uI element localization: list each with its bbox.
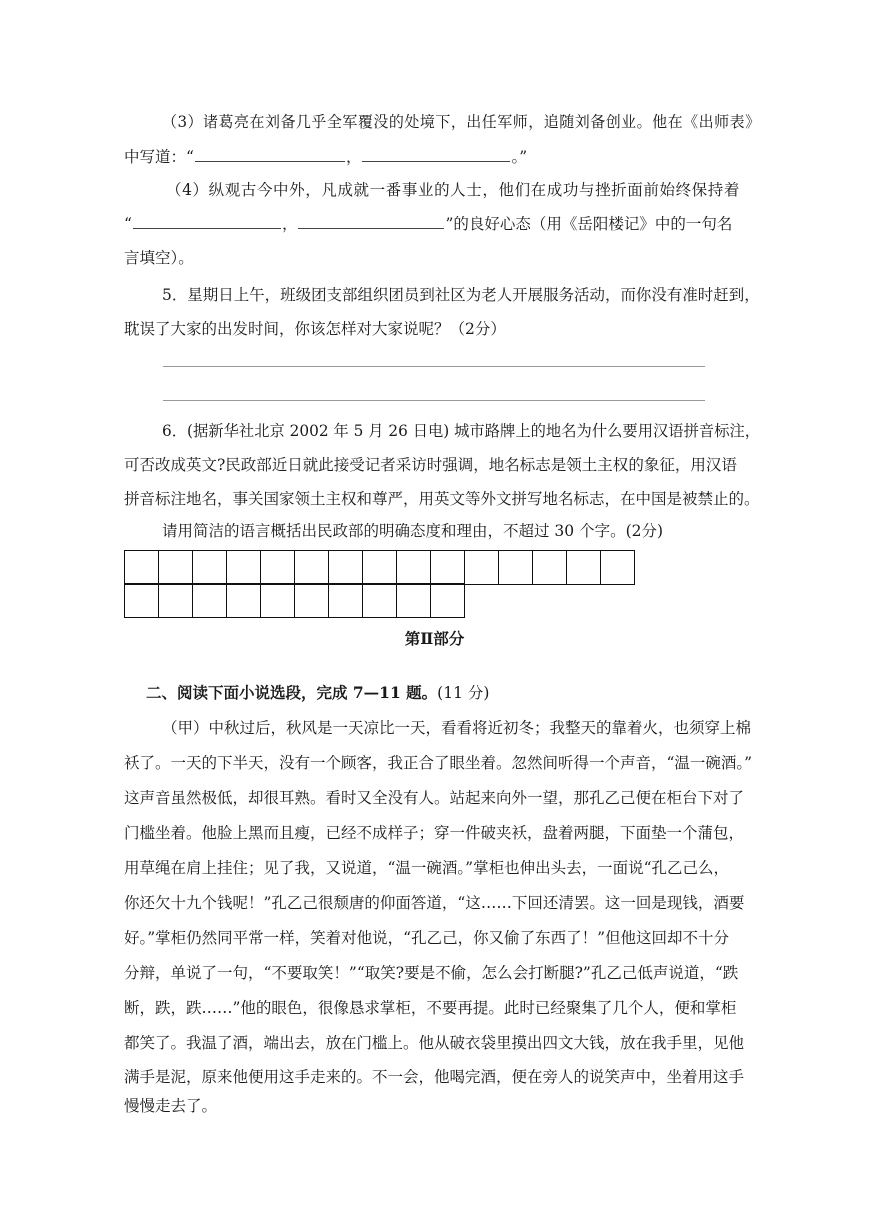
q4-line3: 言填空）。: [124, 249, 194, 267]
passage-line: 用草绳在肩上挂住；见了我，又说道，“温一碗酒。”掌柜也伸出头去，一面说“孔乙己么，: [124, 859, 730, 877]
q4-blank-1[interactable]: [133, 214, 281, 229]
grid-cell[interactable]: [329, 584, 363, 618]
q3-line2-end: 。”: [511, 148, 528, 166]
grid-cell[interactable]: [227, 584, 261, 618]
q5-line2: 耽误了大家的出发时间，你该怎样对大家说呢？（2分）: [124, 320, 506, 338]
passage-line: 分辩，单说了一句，“不要取笑！”“取笑?要是不偷，怎么会打断腿?”孔乙己低声说道，“跌: [124, 964, 739, 982]
grid-cell[interactable]: [329, 551, 363, 585]
passage-line: 都笑了。我温了酒，端出去，放在门槛上。他从破衣袋里摸出四文大钱，放在我手里，见他: [124, 1034, 745, 1052]
section-heading-score: (11 分): [437, 684, 490, 702]
grid-cell[interactable]: [295, 551, 329, 585]
q6-line4: 请用简洁的语言概括出民政部的明确态度和理由，不超过 30 个字。(2分): [162, 522, 664, 540]
part-title: 第Ⅱ部分: [404, 629, 465, 648]
grid-cell[interactable]: [431, 551, 465, 585]
grid-cell[interactable]: [125, 584, 159, 618]
grid-cell[interactable]: [533, 551, 567, 585]
grid-cell[interactable]: [261, 551, 295, 585]
grid-cell[interactable]: [159, 584, 193, 618]
grid-cell[interactable]: [363, 584, 397, 618]
passage-line: 慢慢走去了。: [124, 1097, 218, 1115]
passage-line: 断，跌，跌……”他的眼色，很像恳求掌柜，不要再提。此时已经聚集了几个人，便和掌柜: [124, 999, 737, 1017]
grid-cell[interactable]: [499, 551, 533, 585]
passage-line: 你还欠十九个钱呢！”孔乙己很颓唐的仰面答道，“这……下回还清罢。这一回是现钱，酒要: [124, 894, 745, 912]
section-heading: [146, 683, 489, 703]
grid-cell[interactable]: [125, 551, 159, 585]
q3-comma: ，: [345, 148, 362, 166]
answer-line-2[interactable]: [163, 400, 705, 401]
passage-line: 满手是泥，原来他便用这手走来的。不一会，他喝完酒，便在旁人的说笑声中，坐着用这手: [124, 1068, 745, 1086]
q5-line1: 5．星期日上午，班级团支部组织团员到社区为老人开展服务活动，而你没有准时赶到，: [162, 286, 760, 304]
grid-cell[interactable]: [159, 551, 193, 585]
section-heading-text: 二、阅读下面小说选段，完成 7—11 题。: [146, 683, 438, 702]
q4-line1: （4）纵观古今中外，凡成就一番事业的人士，他们在成功与挫折面前始终保持着: [166, 181, 740, 199]
q4-line2-end: ”的良好心态（用《岳阳楼记》中的一句名: [445, 215, 733, 233]
grid-cell[interactable]: [431, 584, 465, 618]
q6-line2: 可否改成英文?民政部近日就此接受记者采访时强调，地名标志是领土主权的象征，用汉语: [124, 456, 737, 474]
passage-line: 袄了。一天的下半天，没有一个顾客，我正合了眼坐着。忽然间听得一个声音，“温一碗酒。”: [124, 754, 753, 772]
grid-cell[interactable]: [397, 584, 431, 618]
answer-line-1[interactable]: [163, 366, 705, 367]
q3-line2: [124, 147, 527, 167]
grid-cell[interactable]: [397, 551, 431, 585]
grid-cell[interactable]: [295, 584, 329, 618]
q3-line1: （3）诸葛亮在刘备几乎全军覆没的处境下，出任军师，追随刘备创业。他在《出师表》: [162, 113, 761, 131]
grid-cell[interactable]: [227, 551, 261, 585]
grid-cell[interactable]: [261, 584, 295, 618]
grid-cell[interactable]: [601, 551, 635, 585]
grid-row-2: [125, 584, 465, 618]
grid-cell[interactable]: [193, 584, 227, 618]
q4-line2: [124, 214, 732, 234]
answer-grid-row-2: [124, 583, 465, 618]
q3-line2-start: 中写道：“: [124, 148, 194, 166]
q4-open-quote: “: [124, 215, 132, 233]
q3-blank-1[interactable]: [195, 147, 345, 162]
grid-cell[interactable]: [567, 551, 601, 585]
grid-cell[interactable]: [193, 551, 227, 585]
q4-blank-2[interactable]: [298, 214, 444, 229]
passage-line: 这声音虽然极低，却很耳熟。看时又全没有人。站起来向外一望，那孔乙己便在柜台下对了: [124, 789, 745, 807]
q4-comma: ，: [281, 215, 298, 233]
answer-grid: [124, 550, 635, 585]
passage-line: 好。”掌柜仍然同平常一样，笑着对他说，“孔乙己，你又偷了东西了！”但他这回却不十分: [124, 929, 730, 947]
grid-row-1: [125, 551, 635, 585]
q6-line1: 6．(据新华社北京 2002 年 5 月 26 日电) 城市路牌上的地名为什么要用汉语拼音标注，: [162, 422, 761, 440]
grid-cell[interactable]: [465, 551, 499, 585]
grid-cell[interactable]: [363, 551, 397, 585]
passage-line: （甲）中秋过后，秋风是一天凉比一天，看看将近初冬；我整天的靠着火，也须穿上棉: [162, 719, 752, 737]
q3-blank-2[interactable]: [362, 147, 510, 162]
passage-line: 门槛坐着。他脸上黑而且瘦，已经不成样子；穿一件破夹袄，盘着两腿，下面垫一个蒲包，: [124, 824, 745, 842]
q6-line3: 拼音标注地名，事关国家领土主权和尊严，用英文等外文拼写地名标志，在中国是被禁止的。: [124, 490, 760, 508]
